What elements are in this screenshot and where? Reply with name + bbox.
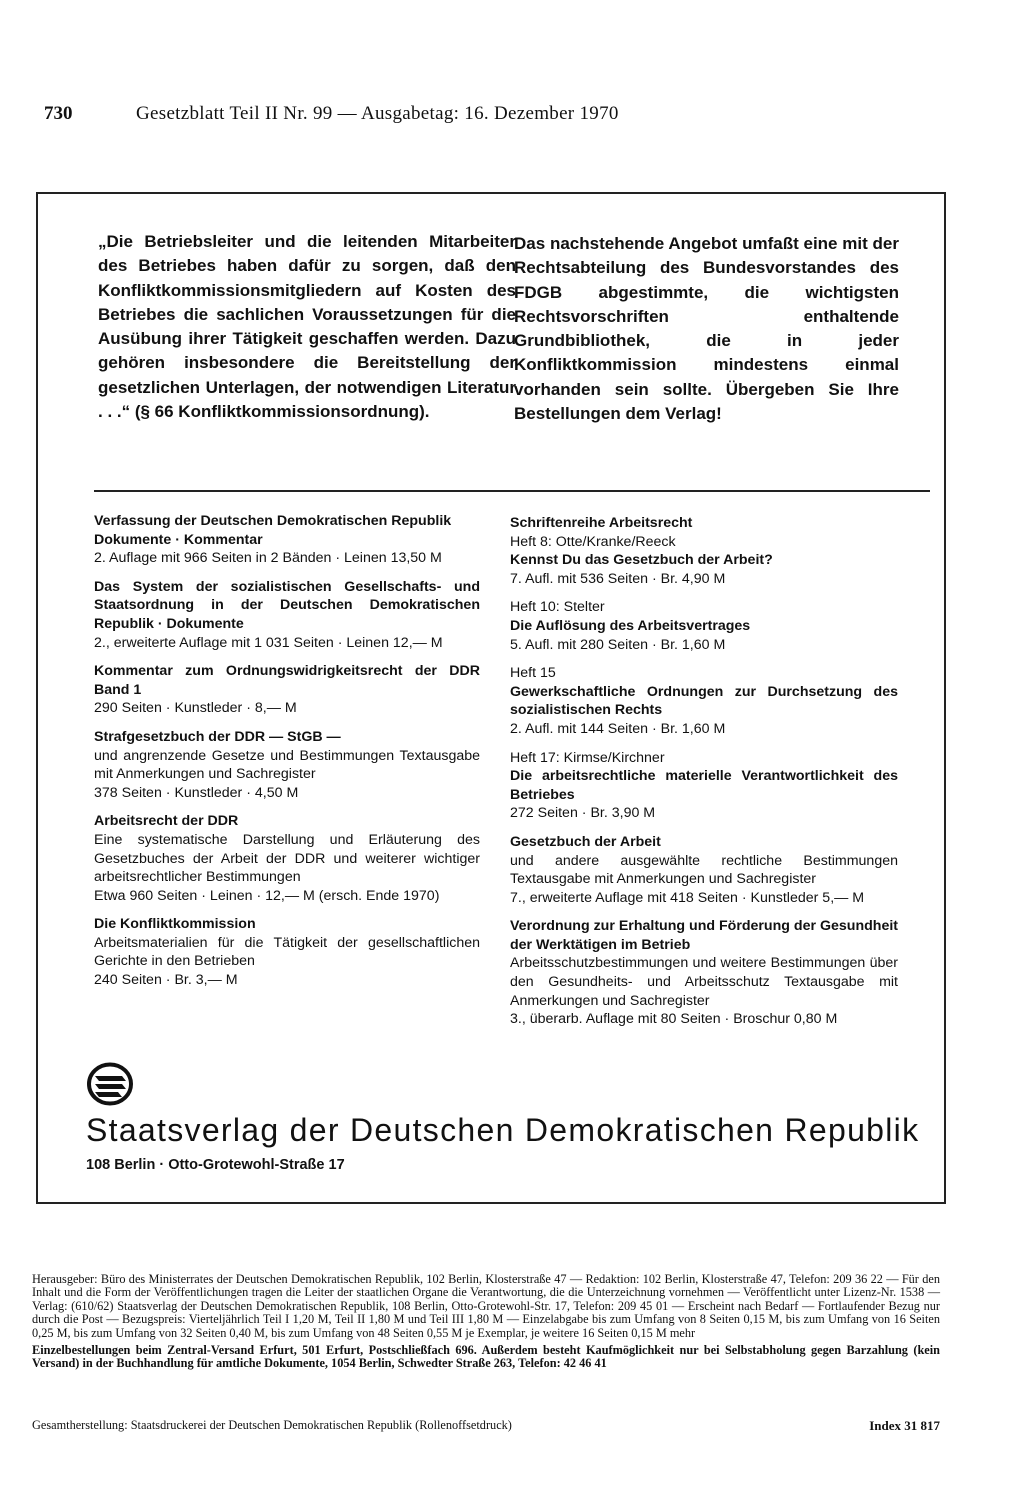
book-price: 2., erweiterte Auflage mit 1 031 Seiten · Leinen 12,— M: [94, 634, 443, 651]
publisher-logo-icon: [86, 1062, 134, 1106]
book-title: Arbeitsrecht der DDR: [94, 813, 239, 830]
book-price: 240 Seiten · Br. 3,— M: [94, 972, 238, 989]
book-title: Die arbeitsrechtliche materielle Verantwortlichkeit des Betriebes: [510, 768, 898, 803]
list-item: [94, 812, 480, 905]
book-price: 5. Aufl. mit 280 Seiten · Br. 1,60 M: [510, 636, 726, 653]
book-price: 2. Aufl. mit 144 Seiten · Br. 1,60 M: [510, 720, 726, 737]
list-item: [510, 664, 898, 738]
book-title: Strafgesetzbuch der DDR — StGB —: [94, 728, 341, 745]
book-description: Arbeitsschutzbestimmungen und weitere Bestimmungen über den Gesundheits- und Arbeitsschutz Textausgabe mit Anmerkungen und Sachregister: [510, 955, 898, 1009]
book-price: 7. Aufl. mit 536 Seiten · Br. 4,90 M: [510, 570, 726, 587]
list-item: [94, 728, 480, 802]
list-item: [94, 662, 480, 718]
series-issue: Heft 10: Stelter: [510, 599, 605, 616]
page-number: 730: [44, 103, 73, 124]
divider: [94, 490, 930, 492]
book-title: Verfassung der Deutschen Demokratischen Republik: [94, 513, 452, 529]
imprint-text: Herausgeber: Büro des Ministerrates der Deutschen Demokratischen Republik, 102 Berlin, Klosterstraße 47 — Redaktion: 102 Berlin, Klosterstraße 47, Telefon: 209 36 22 — Für den Inhalt und die Form der Veröffentlichungen tragen die Leiter der staatlichen Organe die Verantwortung, die die Unterzeichnung vornehmen — Veröffentlicht unter Lizenz-Nr. 1538 — Verlag: (610/62) Staatsverlag der Deutschen Demokratischen Republik, 108 Berlin, Otto-Grotewohl-Str. 17, Telefon: 209 45 01 — Erscheint nach Bedarf — Fortlaufender Bezug nur durch die Post — Bezugspreis: Vierteljährlich Teil I 1,20 M, Teil II 1,80 M und Teil III 1,80 M — Einzelabgabe bis zum Umfang von 8 Seiten 0,15 M, bis zum Umfang von 16 Seiten 0,25 M, bis zum Umfang von 32 Seiten 0,40 M, bis zum Umfang von 48 Seiten 0,55 M je Exemplar, je weitere 16 Seiten 0,15 M mehr: [32, 1272, 940, 1340]
series-issue: Heft 8: Otte/Kranke/Reeck: [510, 533, 676, 550]
imprint: [32, 1273, 940, 1371]
list-item: [510, 833, 898, 907]
series-issue: Heft 17: Kirmse/Kirchner: [510, 749, 665, 766]
book-title: Verordnung zur Erhaltung und Förderung der Gesundheit der Werktätigen im Betrieb: [510, 918, 898, 953]
advertisement-box: [36, 192, 946, 1204]
book-title: Die Konfliktkommission: [94, 916, 256, 933]
list-item: [510, 598, 898, 654]
list-item: [510, 533, 898, 589]
book-description: Eine systematische Darstellung und Erläuterung des Gesetzbuches der Arbeit der DDR und weiterer wichtiger arbeitsrechtlicher Bestimmungen: [94, 831, 480, 886]
book-price: 2. Auflage mit 966 Seiten in 2 Bänden · Leinen 13,50 M: [94, 550, 442, 567]
book-title: Die Auflösung des Arbeitsvertrages: [510, 617, 751, 634]
list-item: [510, 749, 898, 823]
footer: [32, 1418, 940, 1433]
list-item: [94, 578, 480, 652]
gazette-title: Gesetzblatt Teil II Nr. 99 — Ausgabetag: 16. Dezember 1970: [136, 103, 619, 124]
publisher-address: 108 Berlin · Otto-Grotewohl-Straße 17: [86, 1157, 345, 1173]
book-title: Kennst Du das Gesetzbuch der Arbeit?: [510, 552, 773, 569]
list-item: [94, 512, 480, 568]
list-item: [510, 917, 898, 1029]
series-issue: Heft 15: [510, 665, 556, 682]
offer-text: Das nachstehende Angebot umfaßt eine mit der Rechtsabteilung des Bundesvorstandes des FDGB abgestimmte, die wichtigsten Rechtsvorschriften enthaltende Grundbibliothek, die in jeder Konfliktkommission mindestens einmal vorhanden sein sollte. Übergeben Sie Ihre Bestellungen dem Verlag!: [514, 234, 899, 424]
book-price: 3., überarb. Auflage mit 80 Seiten · Broschur 0,80 M: [510, 1011, 838, 1028]
book-price: 272 Seiten · Br. 3,90 M: [510, 805, 656, 822]
book-description: und andere ausgewählte rechtliche Bestimmungen Textausgabe mit Anmerkungen und Sachregister: [510, 852, 898, 888]
quote-text: „Die Betriebsleiter und die leitenden Mitarbeiter des Betriebes haben dafür zu sorgen, daß den Konfliktkommissionsmitgliedern auf Kosten des Betriebes die sachlichen Voraussetzungen für die Ausübung ihrer Tätigkeit geschaffen werden. Dazu gehören insbesondere die Bereitstellung der gesetzlichen Unterlagen, der notwendigen Literatur . . .“ (§ 66 Konfliktkommissionsordnung).: [98, 232, 516, 422]
book-title: Das System der sozialistischen Gesellschafts- und Staatsordnung in der Deutschen Demokratischen Republik · Dokumente: [94, 578, 480, 632]
page-header: [44, 103, 764, 133]
index-number: Index 31 817: [869, 1418, 940, 1433]
book-title: Gewerkschaftliche Ordnungen zur Durchsetzung des sozialistischen Rechts: [510, 683, 898, 719]
book-price: 290 Seiten · Kunstleder · 8,— M: [94, 700, 297, 717]
production-note: Gesamtherstellung: Staatsdruckerei der Deutschen Demokratischen Republik (Rollenoffsetdruck): [32, 1418, 512, 1432]
list-item: [94, 915, 480, 989]
book-list-right: [510, 514, 898, 1039]
series-title: Schriftenreihe Arbeitsrecht: [510, 515, 693, 531]
order-info: Einzelbestellungen beim Zentral-Versand Erfurt, 501 Erfurt, Postschließfach 696. Außerdem besteht Kaufmöglichkeit nur bei Selbstabholung gegen Barzahlung (kein Versand) in der Buchhandlung für amtliche Dokumente, 1054 Berlin, Schwedter Straße 263, Telefon: 42 46 41: [32, 1343, 940, 1371]
book-title: Kommentar zum Ordnungswidrigkeitsrecht der DDR Band 1: [94, 663, 480, 698]
publisher-name: Staatsverlag der Deutschen Demokratischen Republik: [86, 1112, 920, 1148]
book-price: 7., erweiterte Auflage mit 418 Seiten · Kunstleder 5,— M: [510, 889, 865, 906]
book-price: 378 Seiten · Kunstleder · 4,50 M: [94, 784, 299, 801]
book-list-left: [94, 512, 480, 1000]
book-price: Etwa 960 Seiten · Leinen · 12,— M (ersch. Ende 1970): [94, 887, 440, 904]
book-subtitle: Dokumente · Kommentar: [94, 531, 263, 548]
book-description: Arbeitsmaterialien für die Tätigkeit der gesellschaftlichen Gerichte in den Betrieben: [94, 934, 480, 970]
book-title: Gesetzbuch der Arbeit: [510, 833, 661, 850]
book-description: und angrenzende Gesetze und Bestimmungen Textausgabe mit Anmerkungen und Sachregister: [94, 747, 480, 783]
list-item: [510, 514, 898, 533]
